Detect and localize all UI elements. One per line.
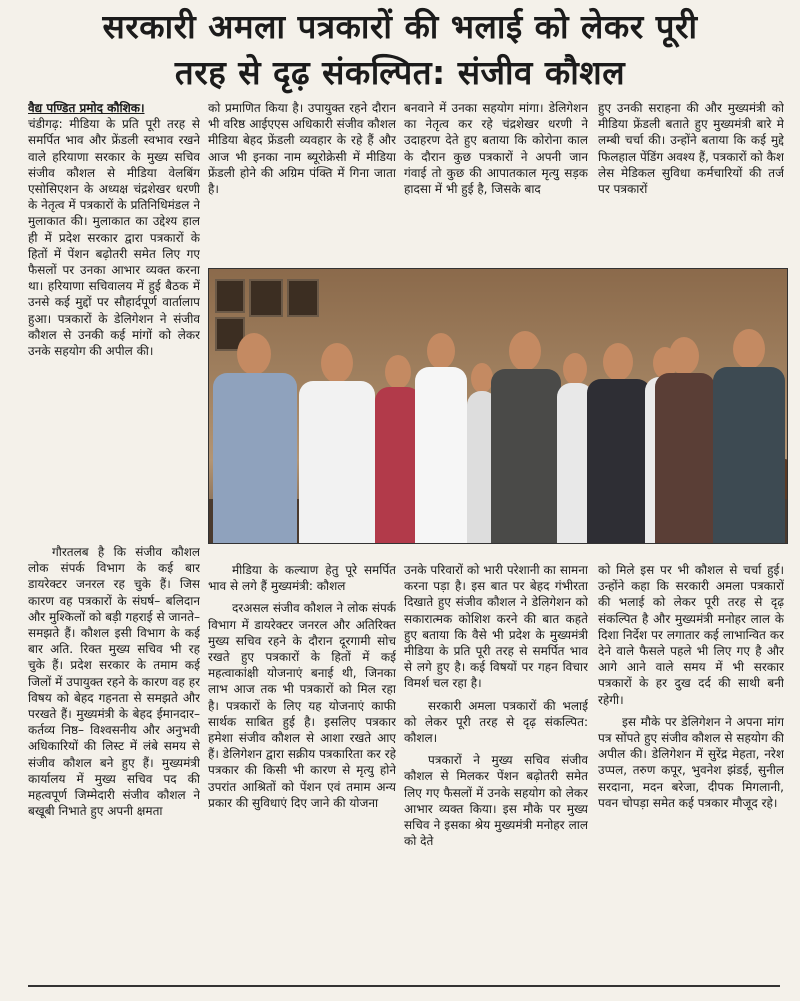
column-4-top [598, 100, 784, 264]
column-4-bottom [598, 562, 784, 982]
paragraph: हुए उनकी सराहना की और मुख्यमंत्री को मीडिया फ्रेंडली बताते हुए मुख्यमंत्री बारे मे लम्बी चर्चा की। उन्होंने बताया कि कई मुद्दे फिलहाल पेंडिंग अवश्य हैं, पत्रकारों को कैश लेस मेडिकल सुविधा कर्मचारियों की तर्ज पर पत्रकारों [598, 101, 784, 197]
group-photo [208, 268, 788, 544]
paragraph: इस मौके पर डेलिगेशन ने अपना मांग पत्र सोंपते हुए संजीव कौशल से सहयोग की अपील की। डेलिगेशन में सुरेंद्र मेहता, नरेश उप्पल, तरुण कपूर, भुवनेश झंडई, सुनील सरदाना, मदन बरेजा, दीपक मिगलानी, पवन चोपड़ा समेत कई पत्रकार मौजूद रहे। [598, 714, 784, 810]
headline-line-1: सरकारी अमला पत्रकारों की भलाई को लेकर पूरी [102, 7, 698, 46]
paragraph: को प्रमाणित किया है। उपायुक्त रहने दौरान भी वरिष्ठ आईएएस अधिकारी संजीव कौशल मीडिया बेहद फ्रेंडली व्यवहार के रहे हैं और आज भी इनका नाम ब्यूरोक्रेसी में मीडिया फ्रेंडली होने की अग्रिम पंक्ति में गिना जाता है। [208, 101, 396, 197]
paragraph: गौरतलब है कि संजीव कौशल लोक संपर्क विभाग के कई बार डायरेक्टर जनरल रह चुके हैं। जिस कारण वह पत्रकारों के संघर्ष– बलिदान और मुश्किलों को बड़ी गहराई से जानते– समझते हैं। कौशल इसी विभाग के कई बार अति. रिक्त मुख्य सचिव भी रह चुके हैं। प्रदेश सरकार के तमाम कई जिलों में उपायुक्त रहने के कारण वह हर विषय को बेहद गहनता से समझते और परखते हैं। मुख्यमंत्री के बेहद ईमानदार– कर्तव्य निष्ठ– विश्वसनीय और अनुभवी अधिकारियों की लिस्ट में लंबे समय से संजीव कौशल बने हुए हैं। मुख्यमंत्री कार्यालय में मुख्य सचिव पद की महत्वपूर्ण जिम्मेदारी संजीव कौशल ने बखूबी निभाते हुए अपनी क्षमता [28, 545, 200, 819]
column-2-bottom [208, 562, 396, 982]
paragraph: दरअसल संजीव कौशल ने लोक संपर्क विभाग में डायरेक्टर जनरल और अतिरिक्त मुख्य सचिव रहने के दौरान दूरगामी सोच रखते हुए पत्रकारों के हितों में कई महत्वाकांक्षी योजनाएं बनाई थी, जिनका लाभ आज तक भी पत्रकारों को मिल रहा है। पत्रकारों के लिए यह योजनाएं काफी सार्थक साबित हुई है। इसलिए पत्रकार हमेशा संजीव कौशल से आशा रखते आए हैं। डेलिगेशन द्वारा सक्रीय पत्रकारिता कर रहे पत्रकार की किसी भी कारण से मृत्यु होने उपरांत आश्रितों को पेंशन एवं तमाम अन्य प्रकार की सुविधाएं दिए जाने की योजना [208, 601, 396, 810]
paragraph: बनवाने में उनका सहयोग मांगा। डेलिगेशन का नेतृत्व कर रहे चंद्रशेखर धरणी ने उदाहरण देते हुए बताया कि कोरोना काल के दौरान कुछ पत्रकारों ने अपनी जान गंवाई तो कुछ की आपातकाल मृत्यु सड़क हादसा में भी हुई है, जिसके बाद [404, 101, 588, 197]
subheading: मीडिया के कल्याण हेतु पूरे समर्पित भाव से लगे हैं मुख्यमंत्री: कौशल [208, 563, 396, 594]
byline: वैद्य पण्डित प्रमोद कौशिक। [28, 101, 145, 115]
headline-line-2: तरह से दृढ़ संकल्पित: संजीव कौशल [174, 53, 626, 92]
column-3-bottom [404, 562, 588, 982]
column-3-top [404, 100, 588, 264]
paragraph: पत्रकारों ने मुख्य सचिव संजीव कौशल से मिलकर पेंशन बढ़ोतरी समेत लिए गए फैसलों में उनके सहयोग को लेकर आभार व्यक्त किया। इस मौके पर मुख्य सचिव ने इसका श्रेय मुख्यमंत्री मनोहर लाल को देते [404, 753, 588, 849]
subheading: सरकारी अमला पत्रकारों की भलाई को लेकर पूरी तरह से दृढ़ संकल्पित: कौशल। [404, 698, 588, 746]
page-divider [28, 985, 780, 987]
column-2-top [208, 100, 396, 264]
paragraph: उनके परिवारों को भारी परेशानी का सामना करना पड़ा है। इस बात पर बेहद गंभीरता दिखाते हुए संजीव कौशल ने डेलिगेशन को सकारात्मक कोशिश करने की बात कहते हुए बताया कि वैसे भी प्रदेश के मुख्यमंत्री मीडिया के प्रति पूरी तरह से समर्पित भाव से लगे हुए है। कई विषयों पर गहन विचार विमर्श चल रहा है। [404, 563, 588, 691]
column-1-top [28, 100, 200, 540]
paragraph: को मिले इस पर भी कौशल से चर्चा हुई। उन्होंने कहा कि सरकारी अमला पत्रकारों की भलाई को लेकर पूरी तरह से दृढ़ संकल्पित है और मुख्यमंत्री मनोहर लाल के दिशा निर्देश पर लगातार कई लाभान्वित कर देने वाले फैसले पहले भी लिए गए है और आगे आने वाले समय में भी सरकार पत्रकारों के हर दुख दर्द की साथी बनी रहेगी। [598, 563, 784, 707]
paragraph: चंडीगढ़: मीडिया के प्रति पूरी तरह से समर्पित भाव और फ्रेंडली स्वभाव रखने वाले हरियाणा सरकार के मुख्य सचिव संजीव कौशल से मीडिया वेलबिंग एसोसिएशन के अध्यक्ष चंद्रशेखर धरणी के नेतृत्व में पत्रकारों के प्रतिनिधिमंडल ने मुलाकात की। मुलाकात का उद्देश्य हाल ही में प्रदेश सरकार द्वारा पत्रकारों के हितों में पेंशन बढ़ोतरी समेत लिए गए फैसलों पर उनका आभार व्यक्त करना था। हरियाणा सचिवालय में हुई बैठक में उनसे कई मुद्दों पर सौहार्दपूर्ण वार्तालाप हुआ। पत्रकारों के डेलिगेशन ने संजीव कौशल से उनकी कई मांगों को लेकर उनके सहयोग की अपील की। [28, 117, 200, 359]
headline [0, 0, 800, 96]
column-1-bottom [28, 544, 200, 982]
